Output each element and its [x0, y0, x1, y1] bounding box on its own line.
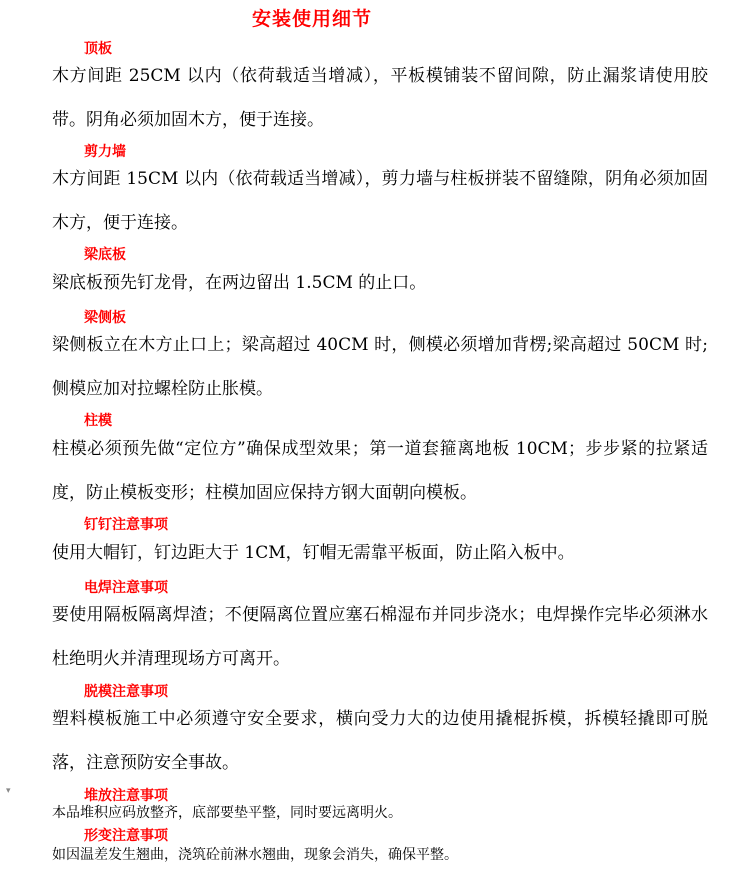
section-body-roof-slab: 木方间距 25CM 以内（依荷载适当增减），平板模铺装不留间隙，防止漏浆请使用胶带。阴角必须加固木方，便于连接。	[52, 66, 708, 130]
section-body-shear-wall: 木方间距 15CM 以内（依荷载适当增减），剪力墙与柱板拼装不留缝隙，阴角必须加固木方，便于连接。	[52, 169, 708, 233]
section-body-welding: 要使用隔板隔离焊渣；不便隔离位置应塞石棉湿布并同步浇水；电焊操作完毕必须淋水杜绝明火并清理现场方可离开。	[52, 605, 708, 669]
section-body-stacking: 本品堆积应码放整齐，底部要垫平整，同时要远离明火。	[52, 805, 402, 821]
section-heading-beam-bottom: 梁底板	[84, 247, 126, 263]
section-heading-column-form: 柱模	[84, 413, 112, 429]
section-heading-beam-side: 梁侧板	[84, 310, 126, 326]
section-heading-demolding: 脱模注意事项	[84, 684, 168, 700]
section-body-nailing: 使用大帽钉，钉边距大于 1CM，钉帽无需靠平板面，防止陷入板中。	[52, 543, 575, 563]
section-body-column-form: 柱模必须预先做“定位方”确保成型效果；第一道套箍离地板 10CM；步步紧的拉紧适度，防止模板变形；柱模加固应保持方钢大面朝向模板。	[52, 439, 708, 503]
bullet-marker-icon: ▾	[6, 786, 11, 796]
section-heading-roof-slab: 顶板	[84, 41, 112, 57]
section-heading-nailing: 钉钉注意事项	[84, 517, 168, 533]
section-heading-welding: 电焊注意事项	[84, 580, 168, 596]
section-body-deformation: 如因温差发生翘曲，浇筑砼前淋水翘曲，现象会消失，确保平整。	[52, 847, 458, 863]
section-heading-stacking: 堆放注意事项	[84, 788, 168, 804]
section-body-demolding: 塑料模板施工中必须遵守安全要求，横向受力大的边使用撬棍拆模，拆模轻撬即可脱落，注意预防安全事故。	[52, 709, 708, 773]
page-title: 安装使用细节	[252, 8, 373, 30]
section-heading-deformation: 形变注意事项	[84, 828, 168, 844]
section-body-beam-side: 梁侧板立在木方止口上；梁高超过 40CM 时，侧模必须增加背楞;梁高超过 50CM 时;侧模应加对拉螺栓防止胀模。	[52, 335, 708, 399]
section-heading-shear-wall: 剪力墙	[84, 144, 126, 160]
section-body-beam-bottom: 梁底板预先钉龙骨，在两边留出 1.5CM 的止口。	[52, 273, 427, 293]
